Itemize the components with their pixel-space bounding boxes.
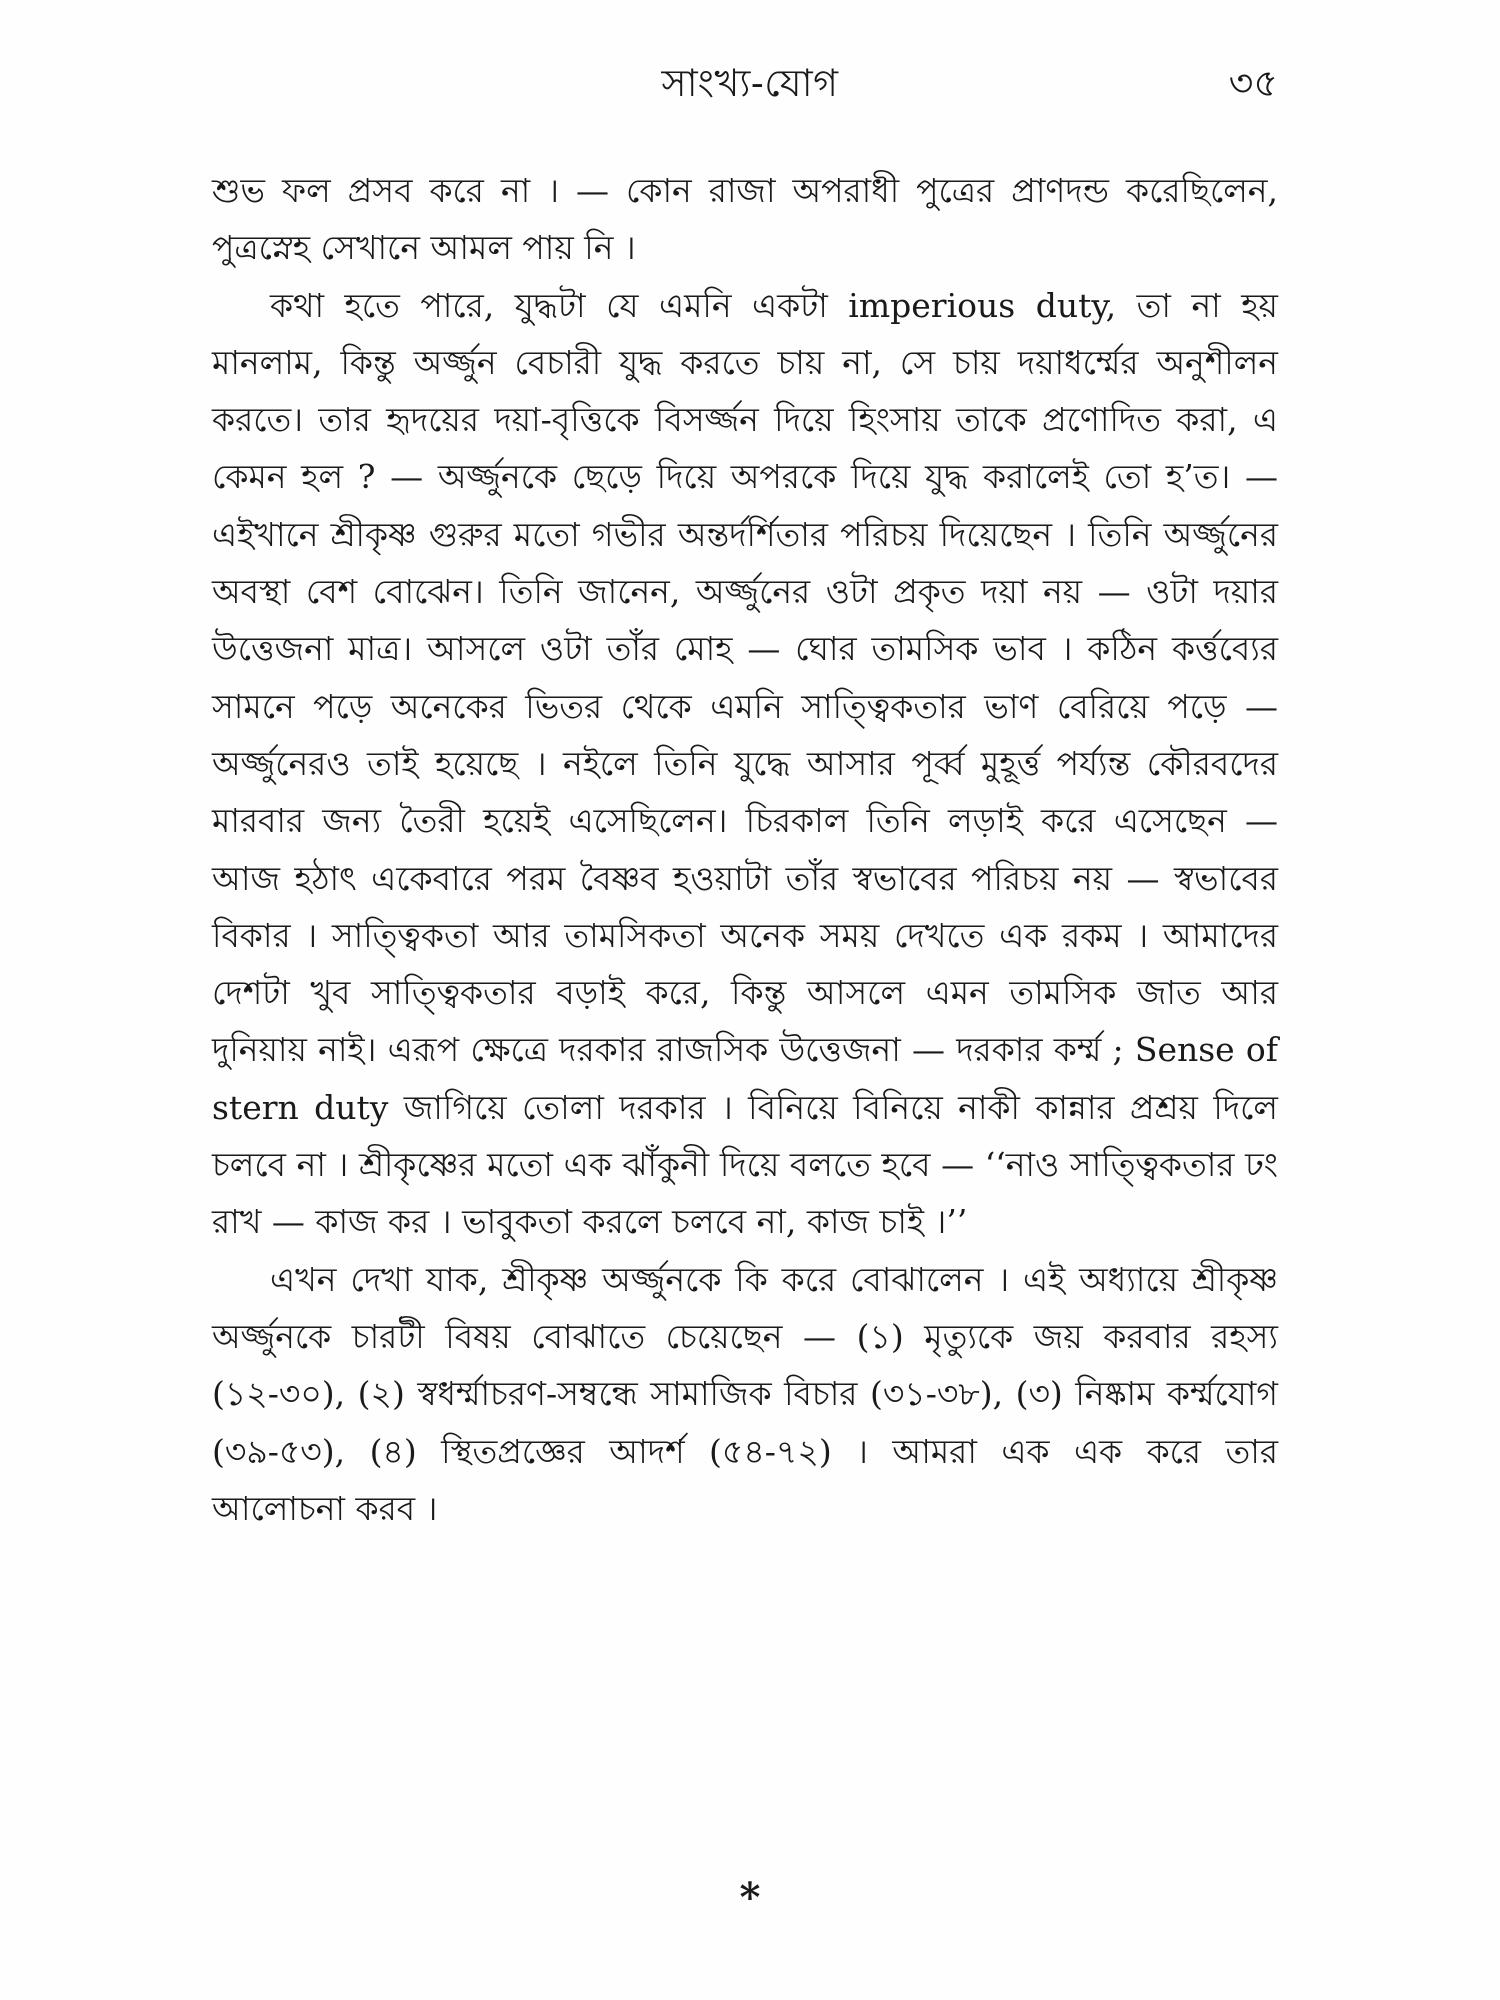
- paragraph-continuation: শুভ ফল প্রসব করে না । — কোন রাজা অপরাধী পুত্রের প্রাণদন্ড করেছিলেন, পুত্রস্নেহ সেখানে আমল পায় নি ।: [212, 171, 1278, 268]
- section-end-asterisk: *: [739, 1874, 761, 1921]
- page-number: ৩৫: [1228, 61, 1278, 105]
- body-text: [212, 162, 1278, 1537]
- paragraph: এখন দেখা যাক, শ্রীকৃষ্ণ অর্জ্জুনকে কি করে বোঝালেন । এই অধ্যায়ে শ্রীকৃষ্ণ অর্জ্জুনকে চারটী বিষয় বোঝাতে চেয়েছেন — (১) মৃত্যুকে জয় করবার রহস্য (১২-৩০), (২) স্বধর্ম্মাচরণ-সম্বন্ধে সামাজিক বিচার (৩১-৩৮), (৩) নিষ্কাম কর্ম্মযোগ (৩৯-৫৩), (৪) স্থিতপ্রজ্ঞের আদর্শ (৫৪-৭২) । আমরা এক এক করে তার আলোচনা করব ।: [212, 1259, 1278, 1528]
- running-title: সাংখ্য-যোগ: [661, 61, 839, 105]
- paragraph: কথা হতে পারে, যুদ্ধটা যে এমনি একটা imperious duty, তা না হয় মানলাম, কিন্তু অর্জ্জুন বেচারী যুদ্ধ করতে চায় না, সে চায় দয়াধর্ম্মের অনুশীলন করতে। তার হৃদয়ের দয়া-বৃত্তিকে বিসর্জ্জন দিয়ে হিংসায় তাকে প্রণোদিত করা, এ কেমন হল ? — অর্জ্জুনকে ছেড়ে দিয়ে অপরকে দিয়ে যুদ্ধ করালেই তো হ’ত। — এইখানে শ্রীকৃষ্ণ গুরুর মতো গভীর অন্তর্দর্শিতার পরিচয় দিয়েছেন । তিনি অর্জ্জুনের অবস্থা বেশ বোঝেন। তিনি জানেন, অর্জ্জুনের ওটা প্রকৃত দয়া নয় — ওটা দয়ার উত্তেজনা মাত্র। আসলে ওটা তাঁর মোহ — ঘোর তামসিক ভাব । কঠিন কর্ত্তব্যের সামনে পড়ে অনেকের ভিতর থেকে এমনি সাত্ত্বিকতার ভাণ বেরিয়ে পড়ে — অর্জ্জুনেরও তাই হয়েছে । নইলে তিনি যুদ্ধে আসার পূর্ব্ব মুহূর্ত্ত পর্য্যন্ত কৌরবদের মারবার জন্য তৈরী হয়েই এসেছিলেন। চিরকাল তিনি লড়াই করে এসেছেন — আজ হঠাৎ একেবারে পরম বৈষ্ণব হওয়াটা তাঁর স্বভাবের পরিচয় নয় — স্বভাবের বিকার । সাত্ত্বিকতা আর তামসিকতা অনেক সময় দেখতে এক রকম । আমাদের দেশটা খুব সাত্ত্বিকতার বড়াই করে, কিন্তু আসলে এমন তামসিক জাত আর দুনিয়ায় নাই। এরূপ ক্ষেত্রে দরকার রাজসিক উত্তেজনা — দরকার কর্ম্ম ; Sense of stern duty জাগিয়ে তোলা দরকার । বিনিয়ে বিনিয়ে নাকী কান্নার প্রশ্রয় দিলে চলবে না । শ্রীকৃষ্ণের মতো এক ঝাঁকুনী দিয়ে বলতে হবে — ‘‘নাও সাত্ত্বিকতার ঢং রাখ — কাজ কর । ভাবুকতা করলে চলবে না, কাজ চাই ।’’: [212, 285, 1278, 1242]
